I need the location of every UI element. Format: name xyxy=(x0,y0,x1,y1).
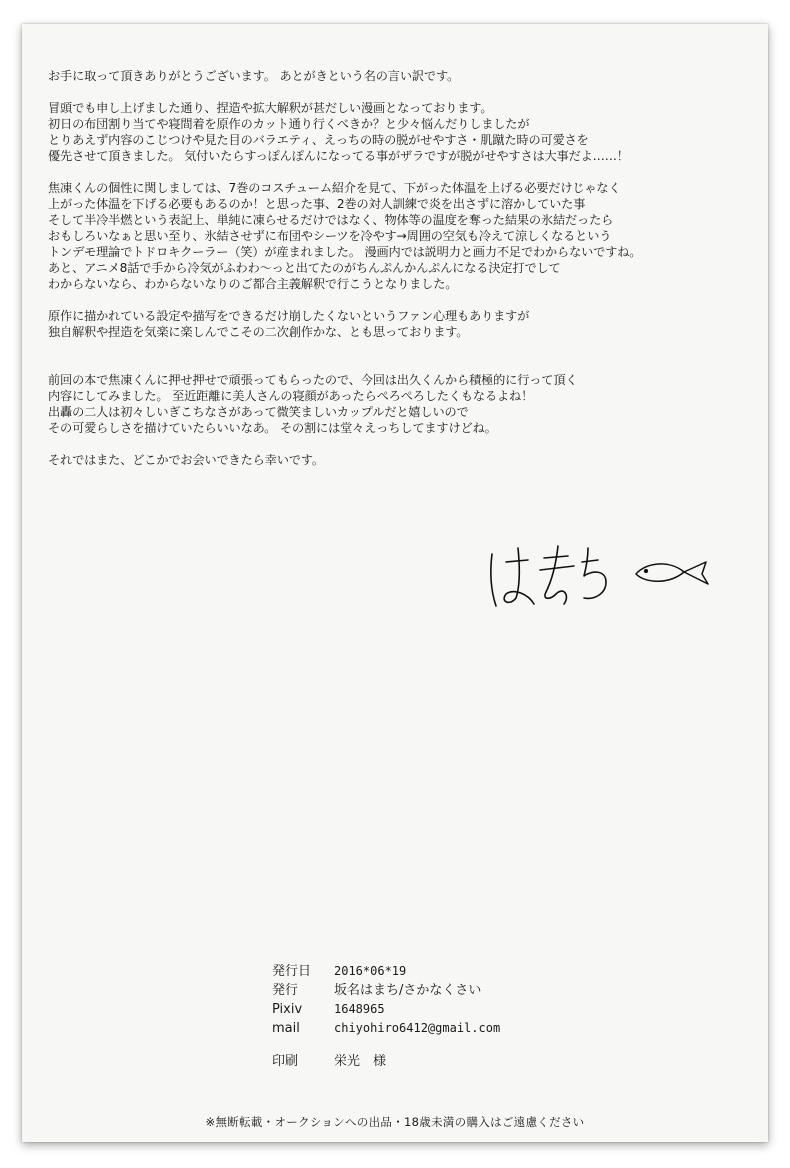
colophon xyxy=(272,962,632,1071)
colophon-label: 発行 xyxy=(272,983,299,998)
colophon-label: mail xyxy=(272,1021,300,1036)
text-line: 独自解釈や捏造を気楽に楽しんでこその二次創作かな、とも思っております。 xyxy=(48,325,469,339)
text-line: 焦凍くんの個性に関しましては、7巻のコスチューム紹介を見て、下がった体温を上げる必要だけじゃなく xyxy=(48,181,621,195)
colophon-issue-date xyxy=(272,962,632,981)
text-line: そして半冷半燃という表記上、単純に凍らせるだけではなく、物体等の温度を奪った結果の氷結だったら xyxy=(48,213,614,227)
text-line: 前回の本で焦凍くんに押せ押せで頑張ってもらったので、今回は出久くんから積極的に行って頂く xyxy=(48,373,578,387)
paragraph-intro xyxy=(48,100,753,164)
paragraph-greeting xyxy=(48,68,753,84)
colophon-value: 坂名はまち/さかなくさい xyxy=(334,983,482,998)
afterword-body xyxy=(48,68,753,484)
afterword-page xyxy=(22,24,768,1142)
text-line: トンデモ理論でトドロキクーラー（笑）が産まれました。 漫画内では説明力と画力不足でわからないですね。 xyxy=(48,245,642,259)
colophon-label: 発行日 xyxy=(272,964,312,979)
fish-doodle-icon xyxy=(636,562,708,584)
text-line: とりあえず内容のこじつけや見た目のバラエティ、えっちの時の脱がせやすさ・肌蹴た時の可愛さを xyxy=(48,133,589,147)
paragraph-fan xyxy=(48,308,753,340)
colophon-value: 栄光 様 xyxy=(334,1054,387,1069)
text-line: 原作に描かれている設定や描写をできるだけ崩したくないというファン心理もありますが xyxy=(48,309,530,323)
handwritten-signature xyxy=(484,540,734,612)
text-line: わからないなら、わからないなりのご都合主義解釈で行こうとなりました。 xyxy=(48,277,458,291)
colophon-pixiv xyxy=(272,1000,632,1019)
text-line: あと、アニメ8話で手から冷気がふわわ～っと出てたのがちんぷんかんぷんになる決定打でして xyxy=(48,261,561,275)
paragraph-closing xyxy=(48,452,753,468)
colophon-printer xyxy=(272,1052,632,1071)
text-line: 冒頭でも申し上げました通り、捏造や拡大解釈が甚だしい漫画となっております。 xyxy=(48,101,493,115)
reproduction-notice: ※無断転載・オークションへの出品・18歳未満の購入はご遠慮ください xyxy=(205,1115,585,1129)
text-line: 出轟の二人は初々しいぎこちなさがあって微笑ましいカップルだと嬉しいので xyxy=(48,405,469,419)
text-line: 優先させて頂きました。 気付いたらすっぽんぽんになってる事がザラですが脱がせやすさは大事だよ……！ xyxy=(48,149,629,163)
paragraph-content xyxy=(48,372,753,436)
text-line: 内容にしてみました。 至近距離に美人さんの寝顔があったらぺろぺろしたくもなるよね！ xyxy=(48,389,534,403)
colophon-value: 1648965 xyxy=(334,1002,385,1016)
text-line: 初日の布団割り当てや寝間着を原作のカット通り行くべきか？と少々悩んだりしましたが xyxy=(48,117,530,131)
colophon-label: Pixiv xyxy=(272,1002,303,1017)
text-line: それではまた、どこかでお会いできたら幸いです。 xyxy=(48,453,324,467)
colophon-value: chiyohiro6412@gmail.com xyxy=(334,1021,501,1035)
colophon-publisher xyxy=(272,981,632,1000)
text-line: おもしろいなぁと思い至り、氷結させずに布団やシーツを冷やす→周囲の空気も冷えて涼しくなるという xyxy=(48,229,612,243)
text-line: 上がった体温を下げる必要もあるのか！と思った事、2巻の対人訓練で炎を出さずに溶かしていた事 xyxy=(48,197,586,211)
colophon-label: 印刷 xyxy=(272,1054,299,1069)
colophon-mail xyxy=(272,1019,632,1038)
paragraph-quirk xyxy=(48,180,753,292)
colophon-value: 2016*06*19 xyxy=(334,964,407,978)
text-line: お手に取って頂きありがとうございます。 あとがきという名の言い訳です。 xyxy=(48,69,460,83)
text-line: その可愛らしさを描けていたらいいなあ。 その割には堂々えっちしてますけどね。 xyxy=(48,421,497,435)
